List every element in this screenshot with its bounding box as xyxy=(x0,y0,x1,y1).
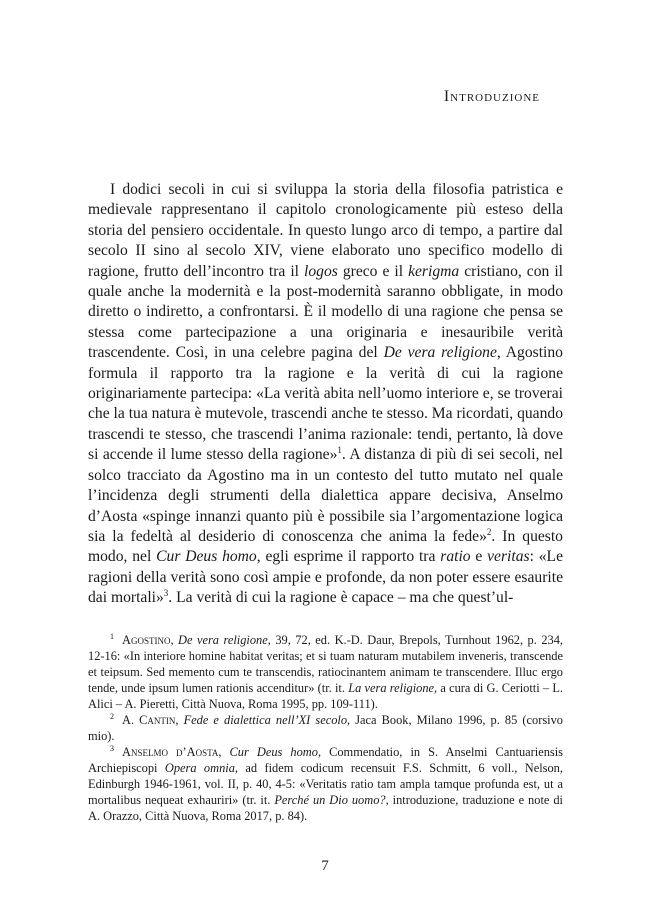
footnote-number: 3 xyxy=(110,743,114,753)
footnote-ref-3[interactable]: 3 xyxy=(163,587,169,598)
footnote-author: Agostino xyxy=(122,633,171,647)
footnote-author: Anselmo d’Aosta xyxy=(122,745,219,759)
italic-title: Opera omnia xyxy=(164,761,235,775)
italic-term: De vera religione xyxy=(383,344,497,362)
running-header: Introduzione xyxy=(443,88,540,105)
text-run: , xyxy=(175,713,184,727)
italic-title: De vera religione xyxy=(178,633,268,647)
footnote-ref-2[interactable]: 2 xyxy=(486,526,492,537)
text-run: , Agostino formula il rapporto tra la ragione e la verità di cui la ragione originariamente partecipa: «La verità abita nell’uomo interiore e, se troverai che la tua natura è mutevole, trascendi anche te stesso. Ma ricordati, quando trascendi te stesso, che trascendi l’anima razionale: tendi, pertanto, là dove si accende il lume stesso della ragione» xyxy=(88,344,563,464)
main-text xyxy=(88,180,563,609)
footnote-3 xyxy=(88,744,563,824)
text-run: , ad fidem codicum recensuit F.S. Schmitt, 6 voll., Nelson, Edinburgh 1946-1961, vol. II, p. 40, 4-5: «Veritatis ratio tam ampla tamque profunda est, ut a mortalibus nequeat exhauriri» (tr. it. xyxy=(88,761,563,807)
italic-term: ratio xyxy=(440,548,471,566)
italic-term: logos xyxy=(304,262,338,280)
text-run: , Jaca Book, Milano 1996, p. 85 (corsivo mio). xyxy=(88,713,563,743)
italic-title: Cur Deus homo xyxy=(229,745,318,759)
text-run: , egli esprime il rapporto tra xyxy=(256,548,441,566)
text-run: . La verità di cui la ragione è capace – ma che quest’ul- xyxy=(168,589,514,607)
footnote-author: A. Cantin xyxy=(122,713,176,727)
text-run: . In questo modo, nel xyxy=(88,527,563,566)
italic-term: kerigma xyxy=(408,262,460,280)
text-run: greco e il xyxy=(337,262,409,280)
text-run: : «Le ragioni della verità sono così ampie e profonde, da non poter essere esaurite dai mortali» xyxy=(88,548,563,607)
footnote-number: 2 xyxy=(110,711,114,721)
text-run: , xyxy=(170,633,179,647)
body-paragraph xyxy=(88,180,563,609)
text-run: e xyxy=(470,548,488,566)
italic-title: La vera religione xyxy=(348,681,435,695)
text-run: I dodici secoli in cui si sviluppa la storia della filosofia patristica e medievale rappresentano il capitolo cronologicamente più esteso della storia del pensiero occidentale. In questo lungo arco di tempo, a partire dal secolo II sino al secolo XIV, viene elaborato uno specifico modello di ragione, frutto dell’incontro tra il xyxy=(88,181,563,280)
text-run: cristiano, con il quale anche la modernità e la post-modernità saranno obbligate, in modo diretto o indiretto, a confrontarsi. È il modello di una ragione che pensa se stessa come partecipazione a una originaria e inesauribile verità trascendente. Così, in una celebre pagina del xyxy=(88,262,563,362)
footnote-number: 1 xyxy=(110,631,114,641)
footnote-1 xyxy=(88,632,563,712)
text-run: , a cura di G. Ceriotti – L. Alici – A. Pieretti, Città Nuova, Roma 1995, pp. 109-111). xyxy=(88,681,563,711)
footnote-2 xyxy=(88,712,563,744)
text-run: , introduzione, traduzione e note di A. Orazzo, Città Nuova, Roma 2017, p. 84). xyxy=(88,793,563,823)
text-run: , Commendatio, in S. Anselmi Cantuariensis Archiepiscopi xyxy=(88,745,563,775)
italic-title: Fede e dialettica nell’XI secolo xyxy=(183,713,348,727)
footnotes xyxy=(88,632,563,824)
text-run: . A distanza di più di sei secoli, nel solco tracciato da Agostino ma in un contesto del tutto mutato nel quale l’incidenza degli strumenti della dialettica appare decisiva, Anselmo d’Aosta «spinge innanzi quanto più è possibile sia l’argomentazione logica sia la fedeltà al desiderio di conoscenza che anima la fede» xyxy=(88,446,564,545)
italic-term: veritas xyxy=(487,548,530,566)
page-number: 7 xyxy=(321,858,329,874)
italic-term: Cur Deus homo xyxy=(156,548,257,566)
footnote-ref-1[interactable]: 1 xyxy=(337,445,342,456)
text-run: , xyxy=(218,745,230,759)
italic-title: Perché un Dio uomo? xyxy=(274,793,386,807)
text-run: , 39, 72, ed. K.-D. Daur, Brepols, Turnhout 1962, p. 234, 12-16: «In interiore homine habitat veritas; et si tuam naturam mutabilem inveneris, transcende et teipsum. Sed memento cum te transcendis, ratiocinantem animam te transcendere. Illuc ergo tende, unde ipsum lumen rationis accenditur» (tr. it. xyxy=(88,633,564,695)
